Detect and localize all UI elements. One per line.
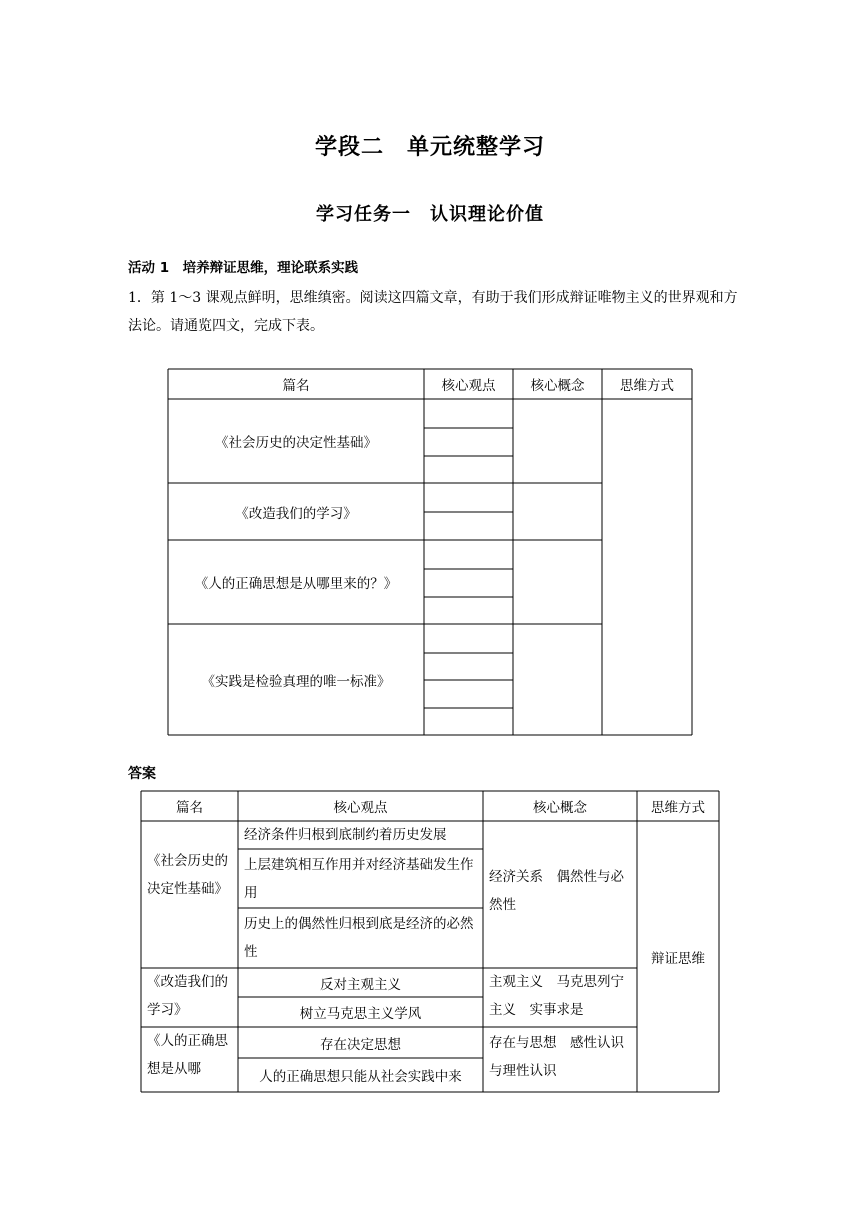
answer-header-viewpoint: 核心观点	[333, 800, 388, 816]
page-title: 学段二 单元统整学习	[314, 135, 545, 160]
answer-viewpoint: 历史上的偶然性归根到底是经济的必然性	[244, 916, 474, 960]
answer-concept: 经济关系 偶然性与必然性	[489, 869, 624, 913]
answer-viewpoint: 树立马克思主义学风	[299, 1006, 422, 1022]
blank-header-viewpoint: 核心观点	[441, 378, 496, 394]
answer-viewpoint: 上层建筑相互作用并对经济基础发生作用	[244, 857, 474, 901]
blank-row-title: 《改造我们的学习》	[235, 505, 357, 522]
answer-header-concept: 核心概念	[533, 800, 587, 816]
answer-thinking: 辩证思维	[651, 950, 705, 967]
blank-row-title: 《人的正确思想是从哪里来的？》	[194, 576, 398, 592]
blank-header-concept: 核心概念	[530, 378, 585, 394]
answer-row-title: 《人的正确思想是从哪	[147, 1033, 228, 1077]
answer-viewpoint: 人的正确思想只能从社会实践中来	[259, 1069, 462, 1085]
activity-label: 活动 1	[128, 260, 170, 276]
question-text: 1．第 1～3 课观点鲜明，思维缜密。阅读这四篇文章，有助于我们形成辩证唯物主义的世界观和方法论。请通览四文，完成下表。	[128, 290, 738, 334]
blank-header-title: 篇名	[282, 378, 310, 394]
blank-row-title: 《实践是检验真理的唯一标准》	[201, 673, 391, 690]
answer-viewpoint: 经济条件归根到底制约着历史发展	[244, 827, 447, 843]
blank-header-thinking: 思维方式	[620, 378, 674, 394]
answer-header-thinking: 思维方式	[651, 800, 705, 816]
answer-concept: 主观主义 马克思列宁主义 实事求是	[489, 974, 624, 1018]
answer-row-title: 《社会历史的决定性基础》	[147, 853, 228, 897]
answer-header-title: 篇名	[176, 800, 203, 816]
answer-row-title: 《改造我们的学习》	[147, 974, 228, 1018]
activity-text: 培养辩证思维，理论联系实践	[182, 260, 359, 276]
page-subtitle: 学习任务一 认识理论价值	[316, 204, 544, 225]
blank-row-title: 《社会历史的决定性基础》	[215, 435, 377, 451]
answer-label: 答案	[128, 766, 156, 782]
answer-viewpoint: 反对主观主义	[320, 976, 401, 993]
answer-viewpoint: 存在决定思想	[320, 1036, 401, 1053]
answer-concept: 存在与思想 感性认识与理性认识	[489, 1035, 624, 1079]
